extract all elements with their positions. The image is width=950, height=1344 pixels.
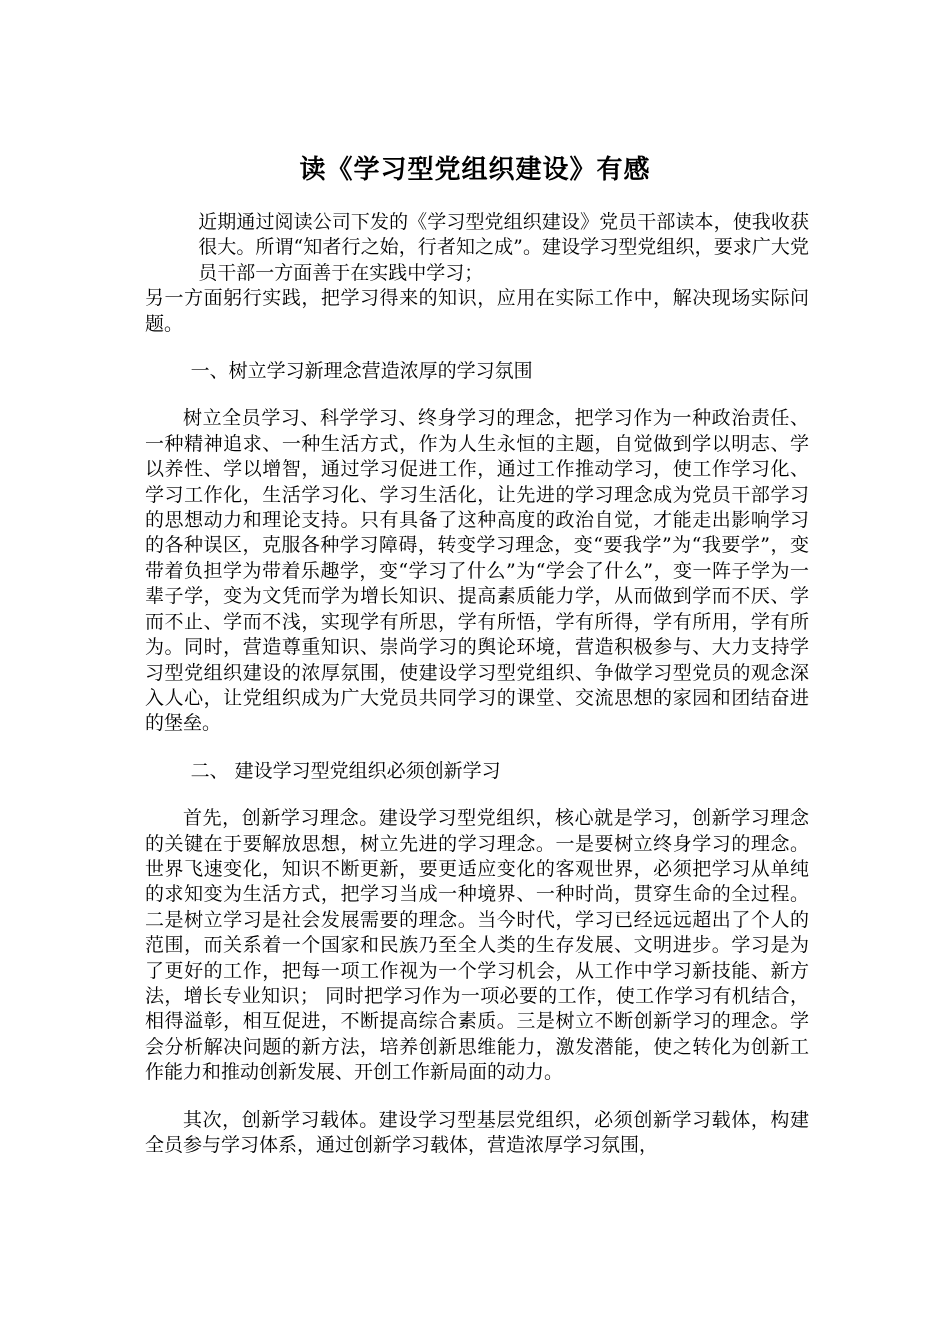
section-2-paragraph-2: 其次，创新学习载体。建设学习型基层党组织，必须创新学习载体，构建全员参与学习体系，通过创新学习载体，营造浓厚学习氛围， bbox=[145, 1108, 809, 1156]
section-2-paragraph-1: 首先，创新学习理念。建设学习型党组织，核心就是学习，创新学习理念的关键在于要解放思想，树立先进的学习理念。一是要树立终身学习的理念。世界飞速变化，知识不断更新，要更适应变化的客观世界，必须把学习从单纯的求知变为生活方式，把学习当成一种境界、一种时尚，贯穿生命的全过程。二是树立学习是社会发展需要的理念。当今时代，学习已经远远超出了个人的范围，而关系着一个国家和民族乃至全人类的生存发展、文明进步。学习是为了更好的工作，把每一项工作视为一个学习机会，从工作中学习新技能、新方法，增长专业知识； 同时把学习作为一项必要的工作，使工作学习有机结合，相得溢彰，相互促进，不断提高综合素质。三是树立不断创新学习的理念。学会分析解决问题的新方法，培养创新思维能力，激发潜能，使之转化为创新工作能力和推动创新发展、开创工作新局面的动力。 bbox=[145, 807, 809, 1084]
document-body bbox=[145, 210, 809, 1158]
section-heading-2: 二、 建设学习型党组织必须创新学习 bbox=[190, 759, 501, 782]
intro-paragraph: 近期通过阅读公司下发的《学习型党组织建设》党员干部读本，使我收获很大。所谓“知者行之始，行者知之成”。建设学习型党组织，要求广大党员干部一方面善于在实践中学习； bbox=[198, 211, 809, 284]
document-title: 读《学习型党组织建设》有感 bbox=[299, 155, 651, 185]
section-heading-1: 一、树立学习新理念营造浓厚的学习氛围 bbox=[190, 360, 533, 383]
intro-paragraph-continued: 另一方面躬行实践，把学习得来的知识，应用在实际工作中，解决现场实际问题。 bbox=[145, 287, 809, 335]
section-1-paragraph: 树立全员学习、科学学习、终身学习的理念，把学习作为一种政治责任、一种精神追求、一种生活方式，作为人生永恒的主题，自觉做到学以明志、学以养性、学以增智，通过学习促进工作，通过工作推动学习，使工作学习化、学习工作化，生活学习化、学习生活化，让先进的学习理念成为党员干部学习的思想动力和理论支持。只有具备了这种高度的政治自觉，才能走出影响学习的各种误区，克服各种学习障碍，转变学习理念，变“要我学”为“我要学”，变带着负担学为带着乐趣学，变“学习了什么”为“学会了什么”，变一阵子学为一辈子学，变为文凭而学为增长知识、提高素质能力学，从而做到学而不厌、学而不止、学而不浅，实现学有所思，学有所悟，学有所得，学有所用，学有所为。同时，营造尊重知识、崇尚学习的舆论环境，营造积极参与、大力支持学习型党组织建设的浓厚氛围，使建设学习型党组织、争做学习型党员的观念深入人心，让党组织成为广大党员共同学习的课堂、交流思想的家园和团结奋进的堡垒。 bbox=[145, 407, 809, 735]
